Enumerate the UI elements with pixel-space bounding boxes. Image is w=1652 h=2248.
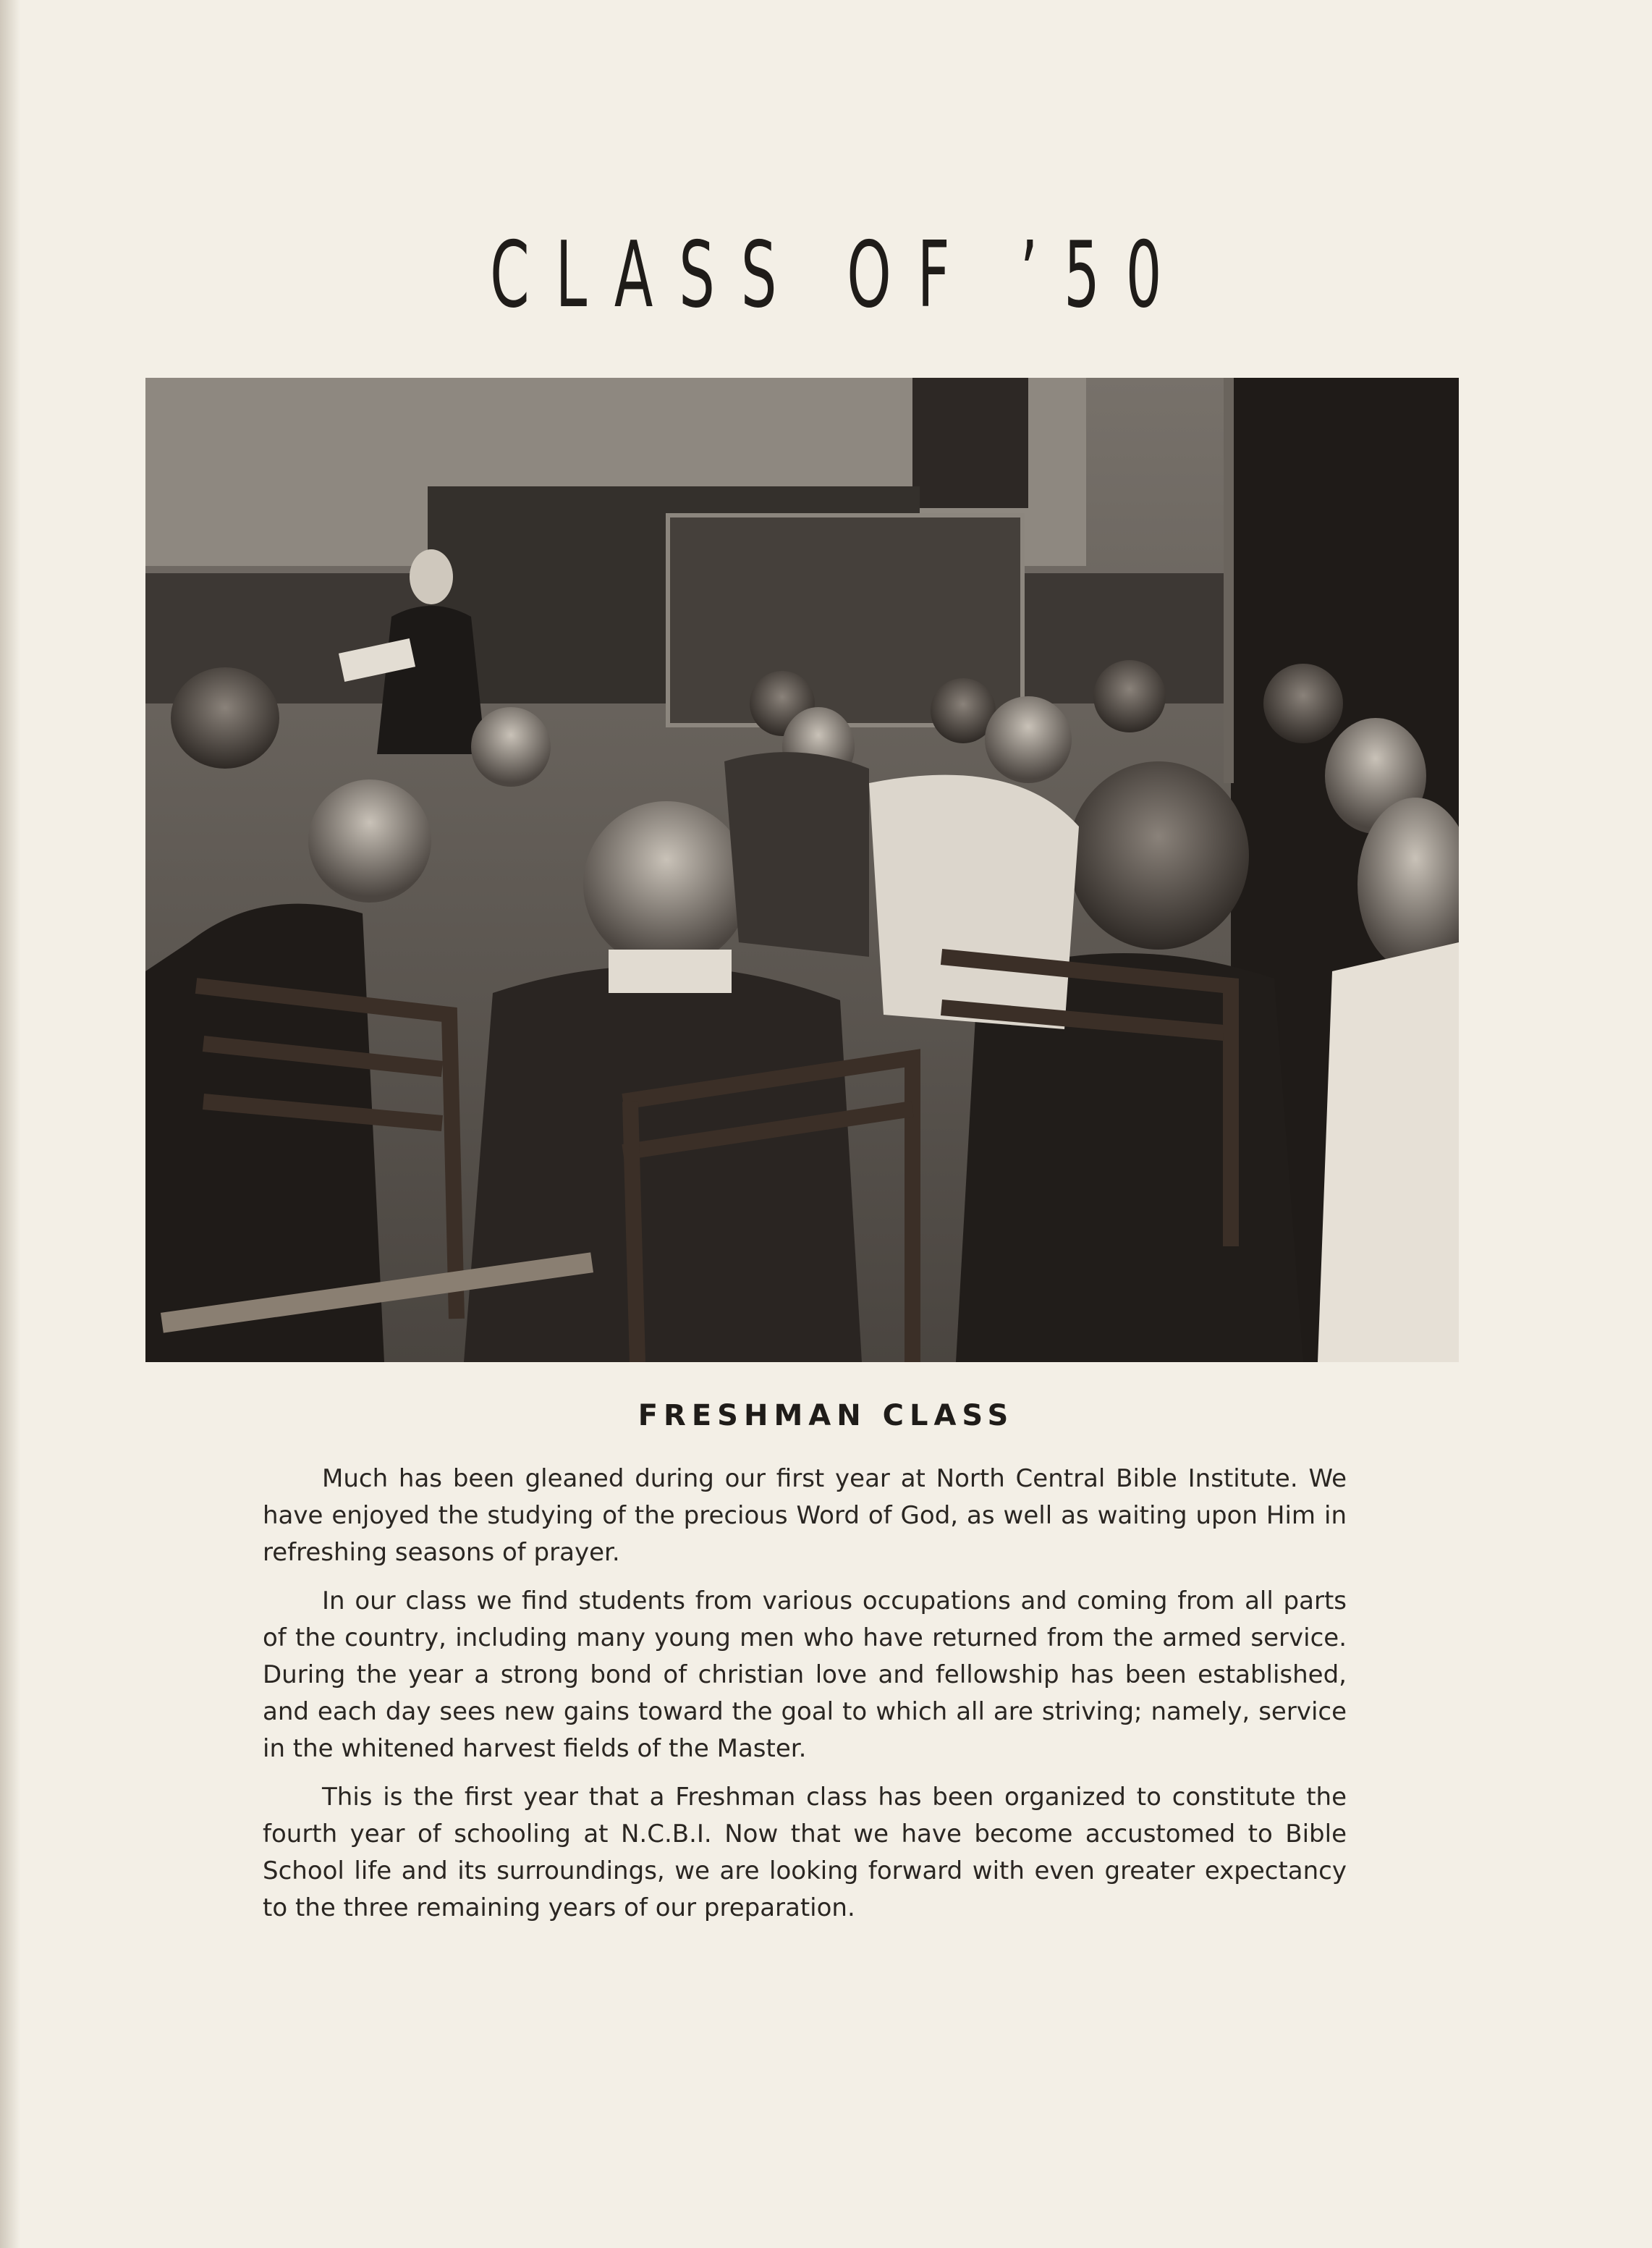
page-heading: CLASS OF ’50 bbox=[490, 221, 1188, 328]
classroom-photo-illustration bbox=[145, 378, 1459, 1362]
page-edge-shadow bbox=[0, 0, 20, 2248]
section-title: FRESHMAN CLASS bbox=[637, 1399, 1015, 1432]
paragraph-3: This is the first year that a Freshman class has been organized to constitute the fourth year of schooling at N.C.B.I. Now that we have become accustomed to Bible School life and its surroundings, we are looking forward with even greater expectancy to the three remaining years of our preparation. bbox=[263, 1783, 1347, 1922]
paragraph-1: Much has been gleaned during our first year at North Central Bible Institute. We have enjoyed the studying of the precious Word of God, as well as waiting upon Him in refreshing seasons of prayer. bbox=[263, 1464, 1347, 1567]
paragraph-2: In our class we find students from various occupations and coming from all parts of the country, including many young men who have returned from the armed service. During the year a strong bond of christian love and fellowship has been established, and each day sees new gains toward the goal to which all are striving; namely, service in the whitened harvest fields of the Master. bbox=[263, 1586, 1347, 1763]
body-text bbox=[263, 1461, 1347, 1938]
classroom-photo bbox=[145, 378, 1459, 1362]
